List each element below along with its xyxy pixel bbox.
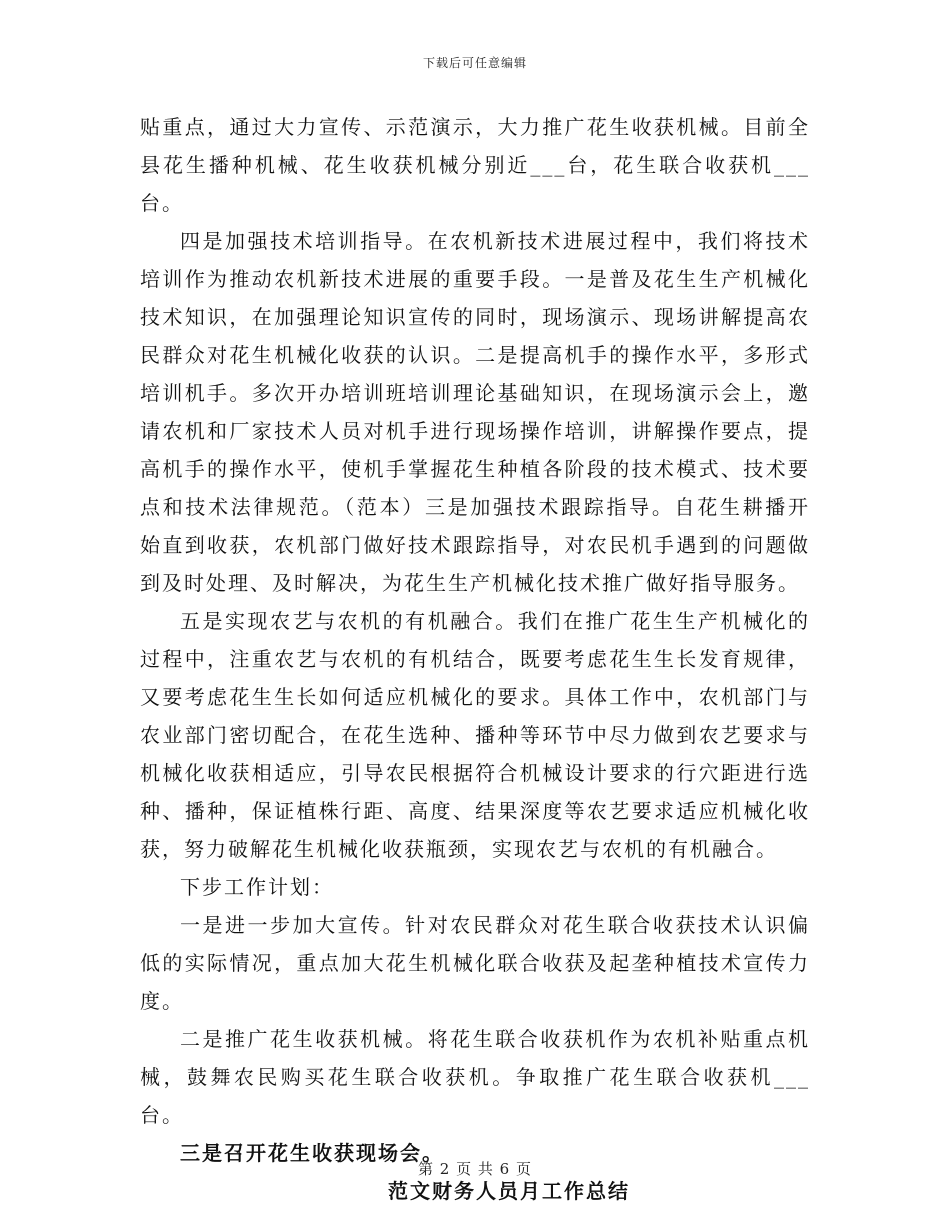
plan-heading: 下步工作计划： [180,875,334,899]
plan-item-two: 二是推广花生收获机械。将花生联合收获机作为农机补贴重点机械，鼓舞农民购买花生联合收获机。争取推广花生联合收获机___台。 [140,1027,810,1127]
paragraph-five: 五是实现农艺与农机的有机融合。我们在推广花生生产机械化的过程中，注重农艺与农机的有机结合，既要考虑花生生长发育规律，又要考虑花生生长如何适应机械化的要求。具体工作中，农机部门与农业部门密切配合，在花生选种、播种等环节中尽力做到农艺要求与机械化收获相适应，引导农民根据符合机械设计要求的行穴距进行选种、播种，保证植株行距、高度、结果深度等农艺要求适应机械化收获，努力破解花生机械化收获瓶颈，实现农艺与农机的有机融合。 [140,609,810,861]
document-body [140,108,810,1210]
page-header: 下载后可任意编辑 [422,56,527,70]
plan-item-one: 一是进一步加大宣传。针对农民群众对花生联合收获技术认识偏低的实际情况，重点加大花生机械化联合收获及起垄种植技术宣传力度。 [140,913,810,1013]
paragraph-continuation: 贴重点，通过大力宣传、示范演示，大力推广花生收获机械。目前全县花生播种机械、花生收获机械分别近___台，花生联合收获机___台。 [140,115,810,215]
page-number: 第 2 页 共 6 页 [418,1160,532,1178]
paragraph-four: 四是加强技术培训指导。在农机新技术进展过程中，我们将技术培训作为推动农机新技术进展的重要手段。一是普及花生生产机械化技术知识，在加强理论知识宣传的同时，现场演示、现场讲解提高农民群众对花生机械化收获的认识。二是提高机手的操作水平，多形式培训机手。多次开办培训班培训理论基础知识，在现场演示会上，邀请农机和厂家技术人员对机手进行现场操作培训，讲解操作要点，提高机手的操作水平，使机手掌握花生种植各阶段的技术模式、技术要点和技术法律规范。（范本）三是加强技术跟踪指导。自花生耕播开始直到收获，农机部门做好技术跟踪指导，对农民机手遇到的问题做到及时处理、及时解决，为花生生产机械化技术推广做好指导服务。 [140,229,810,595]
next-section-title: 范文财务人员月工作总结 [388,1179,630,1203]
plan-item-three: 三是召开花生收获现场会。 [180,1141,444,1165]
